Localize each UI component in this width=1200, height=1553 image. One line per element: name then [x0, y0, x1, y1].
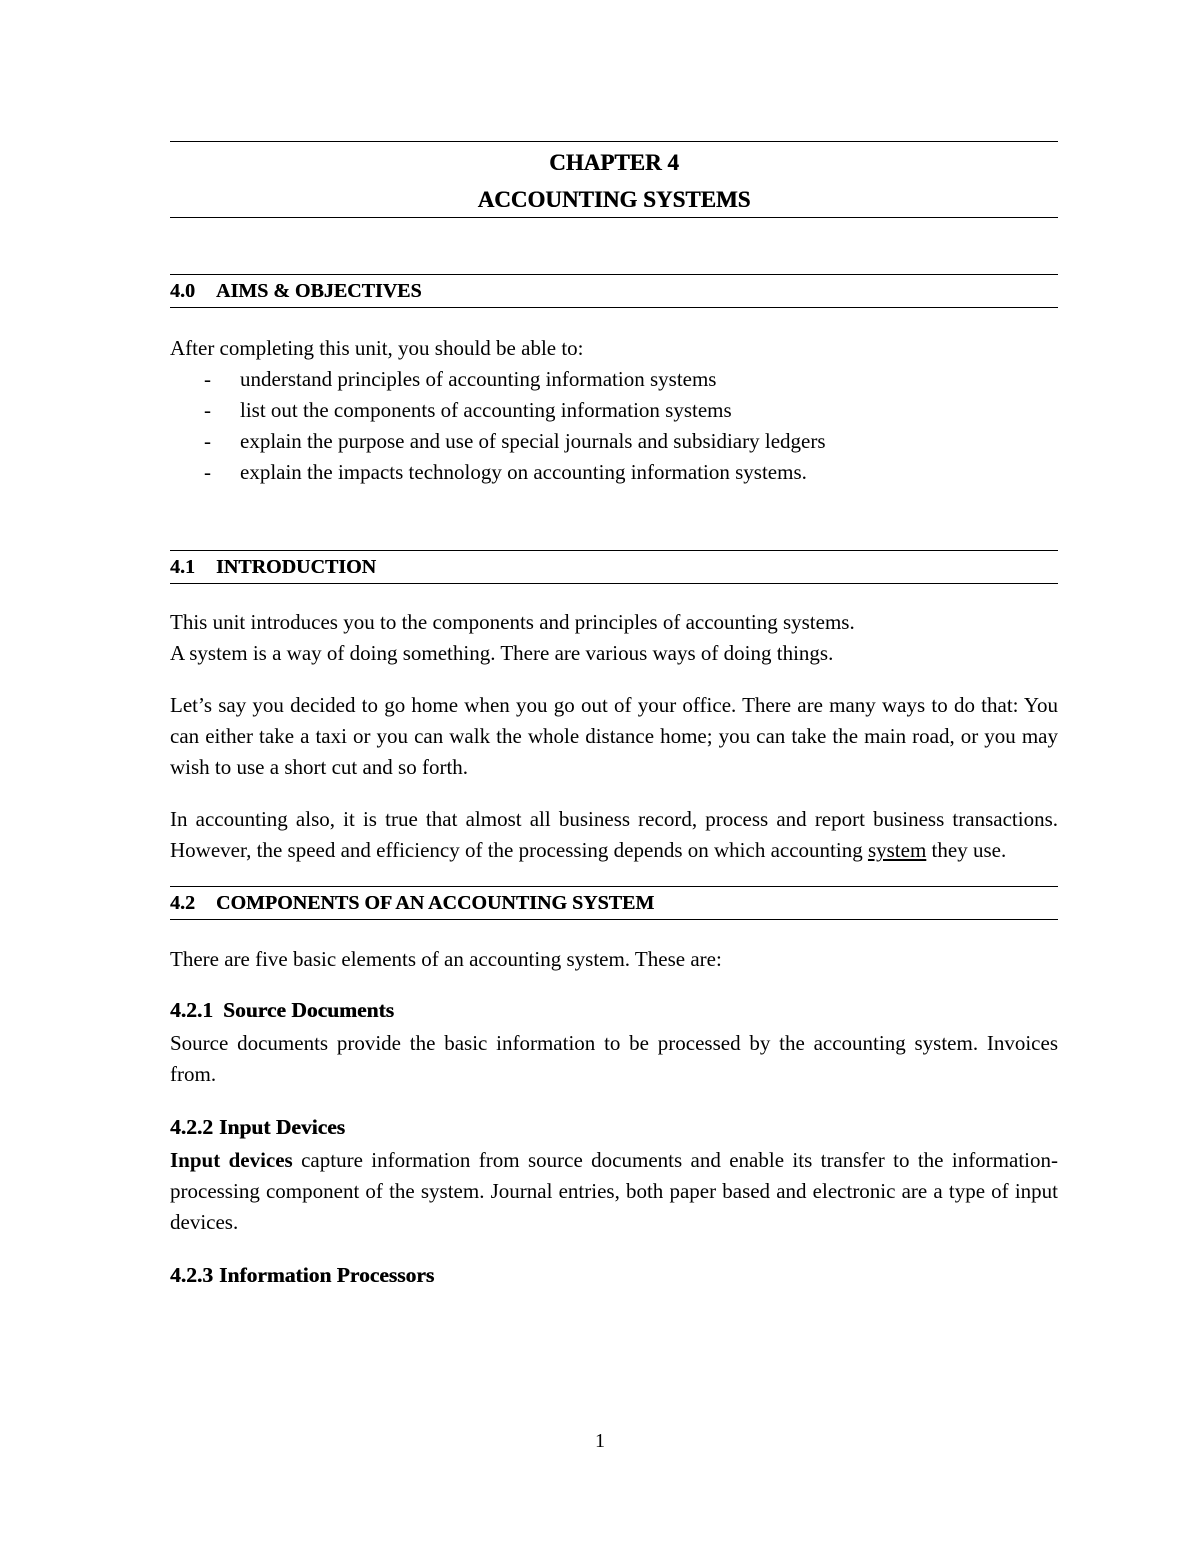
input-devices-lead: Input devices	[170, 1148, 293, 1172]
subsection-number: 4.2.2	[170, 1115, 213, 1139]
intro-line-2: A system is a way of doing something. There are various ways of doing things.	[170, 641, 834, 665]
objectives-list	[170, 364, 1058, 488]
section-title: AIMS & OBJECTIVES	[216, 280, 422, 302]
section-heading-components	[170, 886, 1058, 920]
page-number: 1	[595, 1430, 605, 1452]
bullet-dash: -	[204, 429, 211, 453]
bullet-dash: -	[204, 460, 211, 484]
aims-intro: After completing this unit, you should be able to:	[170, 336, 584, 360]
chapter-heading	[170, 142, 1058, 218]
section-heading-aims	[170, 274, 1058, 308]
section-number: 4.0	[170, 280, 195, 302]
subsection-title: Information Processors	[219, 1263, 435, 1287]
subsection-heading-information-processors	[170, 1260, 1058, 1291]
subsection-title: Input Devices	[219, 1115, 346, 1139]
section-title: COMPONENTS OF AN ACCOUNTING SYSTEM	[216, 892, 655, 914]
list-item: - understand principles of accounting information systems	[170, 364, 1058, 395]
intro-line-1: This unit introduces you to the components and principles of accounting systems.	[170, 610, 855, 634]
subsection-heading-input-devices	[170, 1112, 1058, 1143]
subsection-title: Source Documents	[223, 998, 394, 1022]
bullet-dash: -	[204, 367, 211, 391]
input-devices-text: Input devices capture information from source documents and enable its transfer to the information-processing component of the system. Journal entries, both paper based and electronic are a type of input devices.	[170, 1148, 1058, 1234]
chapter-number: CHAPTER 4	[549, 150, 679, 175]
components-intro: There are five basic elements of an accounting system. These are:	[170, 947, 722, 971]
source-documents-text: Source documents provide the basic information to be processed by the accounting system. Invoices from.	[170, 1031, 1058, 1086]
intro-paragraph-2: Let’s say you decided to go home when you go out of your office. There are many ways to do that: You can either take a taxi or you can walk the whole distance home; you can take the main road, or you may wish to use a short cut and so forth.	[170, 693, 1058, 779]
section-number: 4.1	[170, 556, 195, 578]
section-number: 4.2	[170, 892, 195, 914]
underlined-word: system	[867, 838, 927, 862]
subsection-heading-source-documents	[170, 995, 1058, 1026]
bullet-dash: -	[204, 398, 211, 422]
intro-paragraph-3: In accounting also, it is true that almost all business record, process and report business transactions. However, the speed and efficiency of the processing depends on which accounting system they use.	[170, 807, 1058, 862]
chapter-title: ACCOUNTING SYSTEMS	[477, 187, 751, 212]
subsection-number: 4.2.3	[170, 1263, 213, 1287]
section-heading-introduction	[170, 550, 1058, 584]
subsection-number: 4.2.1	[170, 998, 213, 1022]
document-page	[170, 141, 1058, 1291]
list-item: - explain the purpose and use of special journals and subsidiary ledgers	[170, 426, 1058, 457]
list-item: - list out the components of accounting information systems	[170, 395, 1058, 426]
section-title: INTRODUCTION	[216, 556, 377, 578]
list-item: - explain the impacts technology on accounting information systems.	[170, 457, 1058, 488]
